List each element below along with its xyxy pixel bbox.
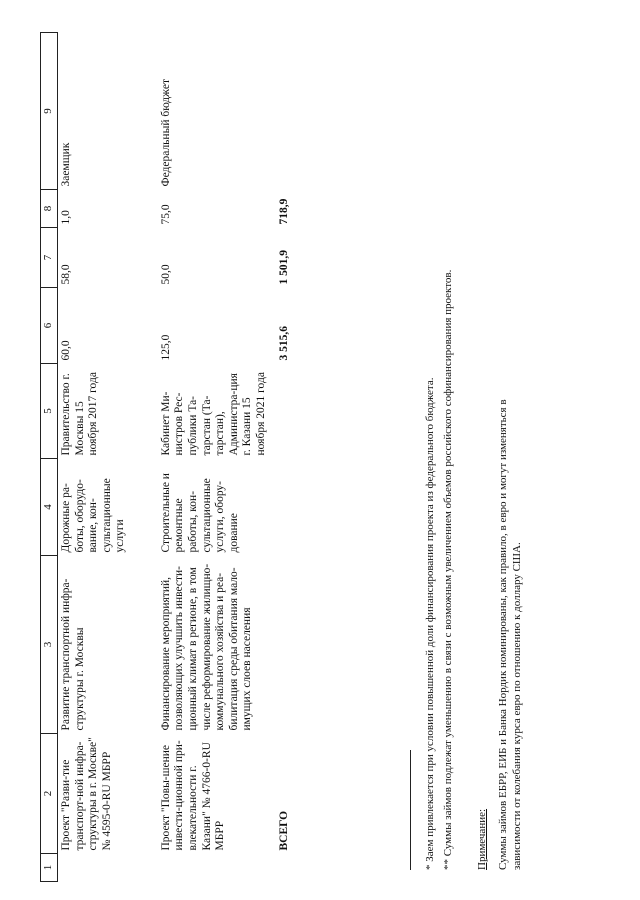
project-name-cell: Проект "Разви-тие транспорт-ной инфра-структуры в г. Москве" № 4595-0-RU МБРР	[60, 737, 113, 851]
column-number-cell: 3	[41, 556, 58, 734]
column-number-cell: 5	[41, 364, 58, 459]
table-row	[158, 33, 271, 882]
empty-cell	[58, 854, 130, 882]
total-amount: 718,9	[278, 198, 291, 225]
project-name-cell: Проект "Повы-шение инвести-ционной при-влекательности г. Казани" № 4766-0-RU МБРР	[159, 740, 227, 851]
decision-cell: Правительство г. Москвы 15 ноября 2017 года	[60, 372, 100, 456]
empty-cell	[270, 854, 294, 882]
amount-cell: 58,0	[60, 264, 72, 285]
note-text: Суммы займов ЕБРР, ЕИБ и Банка Нордик номинированы, как правило, в евро и могут изменяться в зависимости от колебания курса евро по отношению к доллару США.	[497, 399, 524, 870]
footnote-double-star: ** Суммы займов подлежат уменьшению в связи с возможным увеличением объемов российского софинансирования проектов.	[442, 269, 454, 870]
table-row	[58, 33, 130, 882]
expenses-cell: Строительные и ремонтные работы, кон-сультационные услуги, обору-дование	[159, 473, 240, 553]
note-heading: Примечание:	[476, 808, 488, 870]
purpose-cell: Развитие транспортной инфра-структуры г. Москвы	[60, 578, 86, 731]
total-amount: 1 501,9	[278, 250, 291, 285]
total-label: ВСЕГО	[278, 810, 291, 851]
loans-table	[40, 32, 294, 882]
column-number-cell: 6	[41, 288, 58, 364]
amount-cell: 75,0	[159, 204, 172, 225]
column-number-row	[41, 33, 58, 882]
total-amount: 3 515,6	[278, 326, 291, 361]
row-spacer	[130, 33, 158, 882]
amount-cell: 125,0	[159, 334, 172, 361]
column-number-cell: 2	[41, 734, 58, 854]
expenses-cell: Дорожные ра-боты, оборудо-вание, кон-сультационные услуги	[60, 478, 127, 553]
payer-cell: Заемщик	[60, 142, 72, 187]
payer-cell: Федеральный бюджет	[159, 79, 172, 187]
column-number-cell: 9	[41, 33, 58, 190]
column-number-cell: 1	[41, 854, 58, 882]
total-row	[270, 33, 294, 882]
column-number-cell: 4	[41, 459, 58, 556]
purpose-cell: Финансирование мероприятий, позволяющих улучшить инвести-ционный климат в регионе, в том числе реформирование жилищно-коммунального хозяйства и реа-билитация среды обитания мало-имущих слоев населения	[159, 563, 254, 731]
column-number-cell: 8	[41, 190, 58, 228]
footnote-divider	[410, 750, 411, 870]
amount-cell: 60,0	[60, 340, 72, 361]
column-number-cell: 7	[41, 228, 58, 288]
footnote-single-star: * Заем привлекается при условии повышенной доли финансирования проекта из федерального бюджета.	[424, 377, 436, 870]
amount-cell: 50,0	[159, 264, 172, 285]
decision-cell: Кабинет Ми-нистров Рес-публики Та-тарстан (Та-тарстан), Администра-ция г. Казани 15 ноября 2021 года	[159, 372, 267, 456]
amount-cell: 1,0	[60, 210, 72, 225]
empty-cell	[158, 854, 271, 882]
